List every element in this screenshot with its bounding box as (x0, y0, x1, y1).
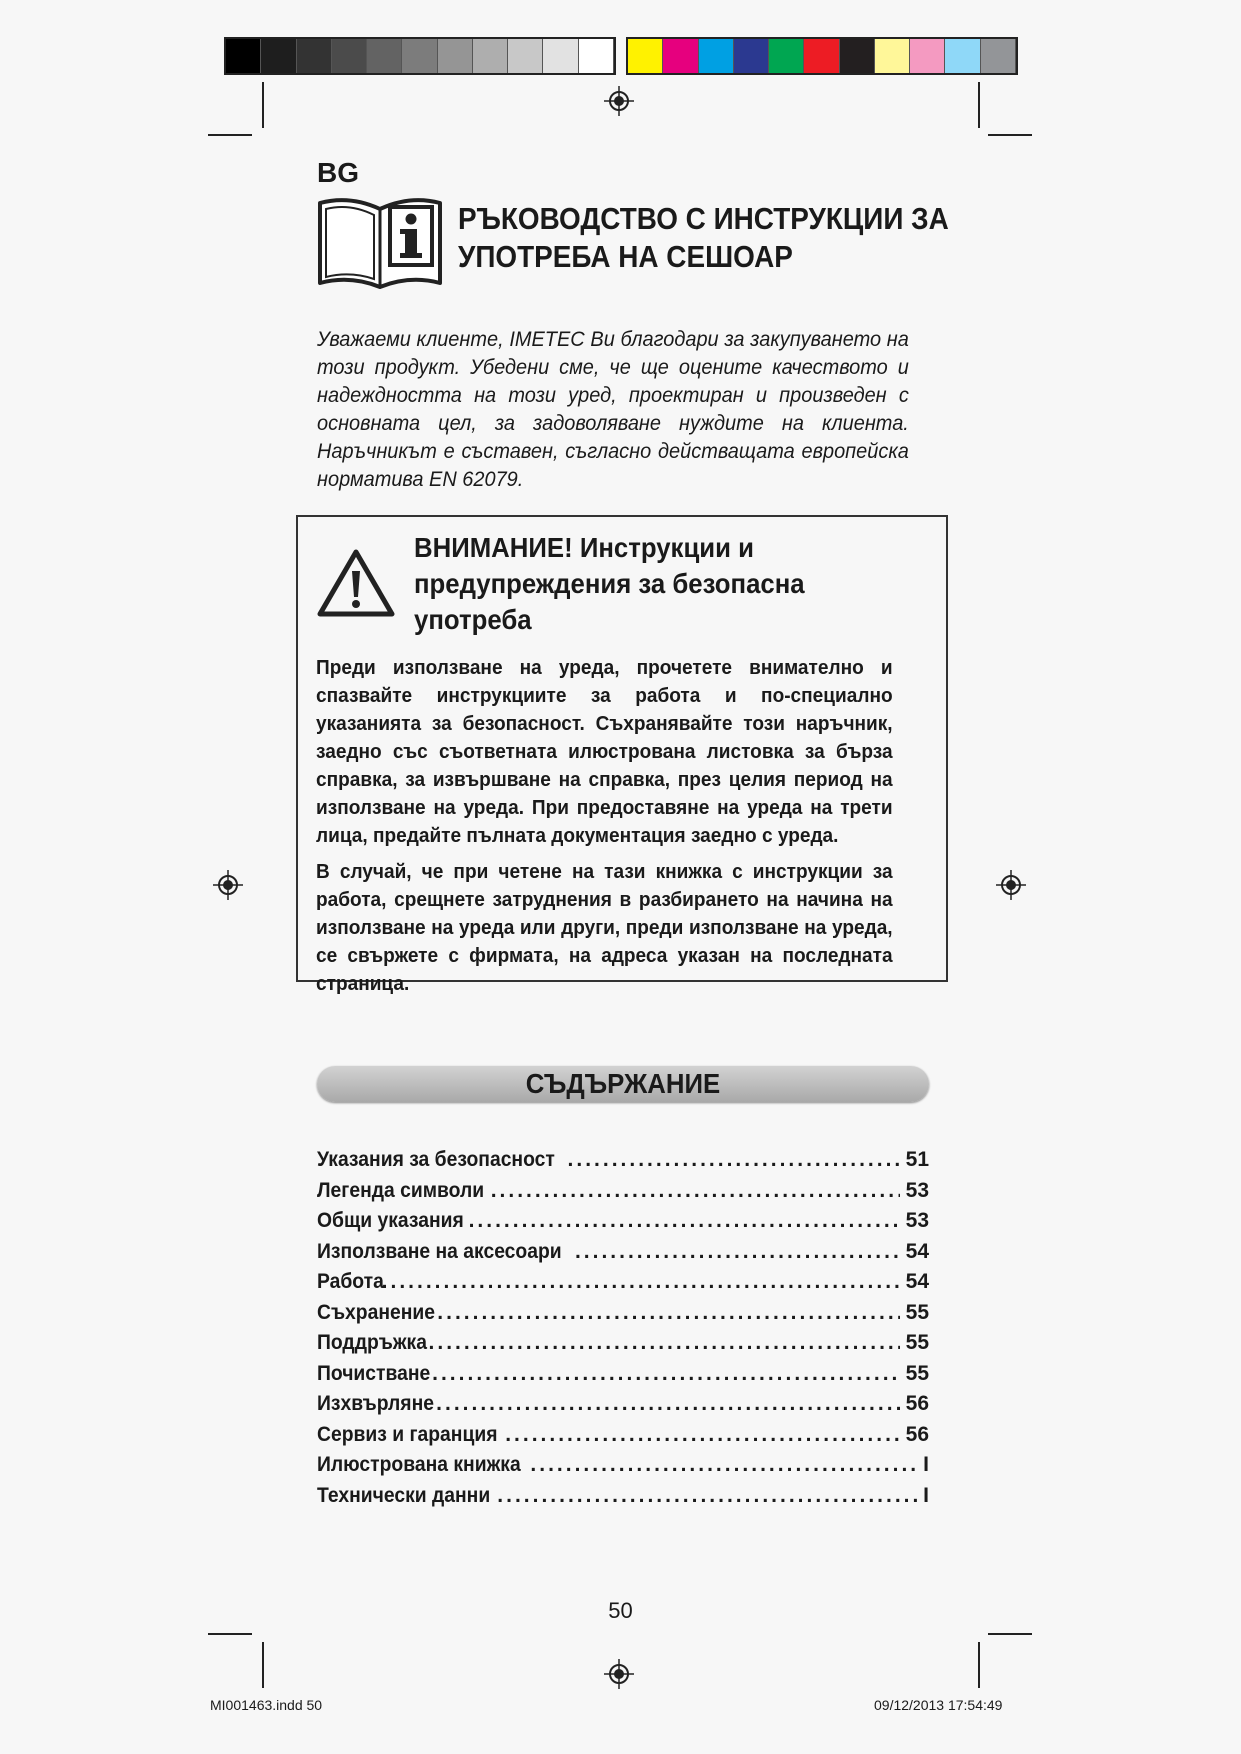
toc-heading: СЪДЪРЖАНИЕ (525, 1068, 721, 1099)
toc-entry-page: 54 (905, 1239, 929, 1263)
calibration-swatch (579, 39, 614, 73)
calibration-swatch (734, 39, 769, 73)
toc-entry-page: I (923, 1483, 929, 1507)
toc-entry-page: 51 (905, 1148, 929, 1171)
calibration-swatch (875, 39, 910, 73)
toc-entry (317, 1270, 929, 1301)
page-title (458, 200, 949, 276)
toc-dot-leader (491, 1179, 900, 1203)
gray-calibration-bar (224, 37, 616, 75)
registration-mark-icon (996, 870, 1026, 900)
toc-entry-page: 54 (905, 1270, 929, 1293)
toc-entry-page: 56 (905, 1422, 929, 1446)
language-code: BG (317, 157, 359, 188)
warning-paragraph: Преди използване на уреда, прочетете внимателно и спазвайте инструкциите за работа и по-специално указанията за безопасност. Съхранявайте този наръчник, заедно със съответната илюстрована листовка за бърза справка, за извършване на справка, през целия период на използване на уреда. При предоставяне на уреда на трети лица, предайте пълната документация заедно с уреда. (316, 656, 893, 847)
toc-entry (317, 1484, 929, 1515)
crop-mark (208, 134, 252, 136)
footer-filename: MI001463.indd 50 (210, 1697, 323, 1713)
toc-entry-page: I (923, 1453, 929, 1476)
toc-entry-label: Почистване (317, 1361, 431, 1385)
calibration-swatch (663, 39, 698, 73)
toc-dot-leader (429, 1331, 900, 1355)
toc-dot-leader (575, 1240, 900, 1264)
warning-title-line: предупреждения за безопасна (414, 568, 805, 599)
calibration-swatch (402, 39, 437, 73)
warning-title-line: ВНИМАНИЕ! Инструкции и (414, 532, 754, 563)
toc-dot-leader (469, 1209, 900, 1233)
registration-mark-icon (604, 86, 634, 116)
toc-entry-label: Илюстрована книжка (317, 1453, 521, 1476)
footer-datetime: 09/12/2013 17:54:49 (874, 1697, 1003, 1713)
intro-paragraph: Уважаеми клиенте, IMETEC Ви благодари за закупуването на този продукт. Убедени сме, че ще оцените качеството и надеждността на този уред, проектиран и произведен с основната цел, за задоволяване нуждите на клиента. Наръчникът е съставен, съгласно действащата европейска норматива EN 62079. (317, 328, 909, 491)
toc-entry-label: Технически данни (317, 1483, 491, 1507)
toc-entry-label: Указания за безопасност (317, 1148, 555, 1171)
toc-entry (317, 1362, 929, 1393)
toc-entry-page: 55 (905, 1331, 929, 1354)
calibration-swatch (840, 39, 875, 73)
toc-dot-leader (505, 1423, 899, 1447)
page-number: 50 (608, 1598, 633, 1623)
toc-entry-page: 53 (905, 1178, 929, 1202)
calibration-swatch (367, 39, 402, 73)
calibration-swatch (804, 39, 839, 73)
toc-entry (317, 1331, 929, 1362)
toc-entry-label: Сервиз и гаранция (317, 1422, 498, 1446)
toc-dot-leader (436, 1392, 899, 1416)
registration-mark-icon (213, 870, 243, 900)
toc-entry-label: Легенда символи (317, 1178, 485, 1202)
calibration-swatch (945, 39, 980, 73)
toc-entry-label: Поддръжка (317, 1331, 427, 1354)
toc-dot-leader (568, 1148, 900, 1172)
toc-dot-leader (382, 1270, 900, 1294)
warning-box (296, 515, 948, 995)
crop-mark (978, 1642, 980, 1688)
calibration-swatch (226, 39, 261, 73)
warning-triangle-icon (316, 547, 396, 619)
warning-title-line: употреба (414, 604, 532, 635)
toc-entry (317, 1301, 929, 1332)
toc-entry-page: 53 (905, 1209, 929, 1232)
crop-mark (262, 1642, 264, 1688)
toc-entry-page: 55 (905, 1361, 929, 1385)
toc-entry (317, 1148, 929, 1179)
toc-dot-leader (437, 1301, 899, 1325)
calibration-swatch (981, 39, 1016, 73)
calibration-swatch (297, 39, 332, 73)
calibration-swatch (332, 39, 367, 73)
toc-dot-leader (497, 1484, 917, 1508)
title-line: РЪКОВОДСТВО С ИНСТРУКЦИИ ЗА (458, 201, 949, 236)
calibration-swatch (261, 39, 296, 73)
calibration-swatch (628, 39, 663, 73)
toc-entry (317, 1179, 929, 1210)
calibration-swatch (699, 39, 734, 73)
toc-entry (317, 1209, 929, 1240)
calibration-swatch (769, 39, 804, 73)
warning-title (414, 530, 805, 638)
toc-entry-label: Работа (317, 1270, 384, 1293)
toc-entry-label: Общи указания (317, 1209, 464, 1232)
crop-mark (988, 134, 1032, 136)
calibration-swatch (508, 39, 543, 73)
toc-entry-label: Съхранение (317, 1300, 436, 1324)
calibration-swatch (910, 39, 945, 73)
info-manual-icon (316, 197, 444, 289)
toc-entry-label: Използване на аксесоари (317, 1239, 562, 1263)
crop-mark (978, 82, 980, 128)
toc-entry (317, 1392, 929, 1423)
toc-entry-label: Изхвърляне (317, 1392, 434, 1415)
warning-paragraph: В случай, че при четене на тази книжка с инструкции за работа, срещнете затруднения в разбирането на начина на използване на уреда или други, преди използване на уреда, се свържете с фирмата, на адреса указан на последната страница. (316, 860, 893, 995)
color-calibration-bar (626, 37, 1018, 75)
toc-entry (317, 1453, 929, 1484)
toc-entry (317, 1240, 929, 1271)
crop-mark (208, 1633, 252, 1635)
title-line: УПОТРЕБА НА СЕШОАР (458, 239, 793, 274)
calibration-swatch (438, 39, 473, 73)
toc-dot-leader (432, 1362, 900, 1386)
toc-heading-band (317, 1066, 929, 1102)
toc-entry (317, 1423, 929, 1454)
calibration-swatch (473, 39, 508, 73)
crop-mark (988, 1633, 1032, 1635)
table-of-contents (317, 1148, 929, 1514)
crop-mark (262, 82, 264, 128)
toc-entry-page: 56 (905, 1392, 929, 1415)
toc-entry-page: 55 (905, 1300, 929, 1324)
toc-dot-leader (530, 1453, 917, 1477)
registration-mark-icon (604, 1659, 634, 1689)
calibration-swatch (543, 39, 578, 73)
